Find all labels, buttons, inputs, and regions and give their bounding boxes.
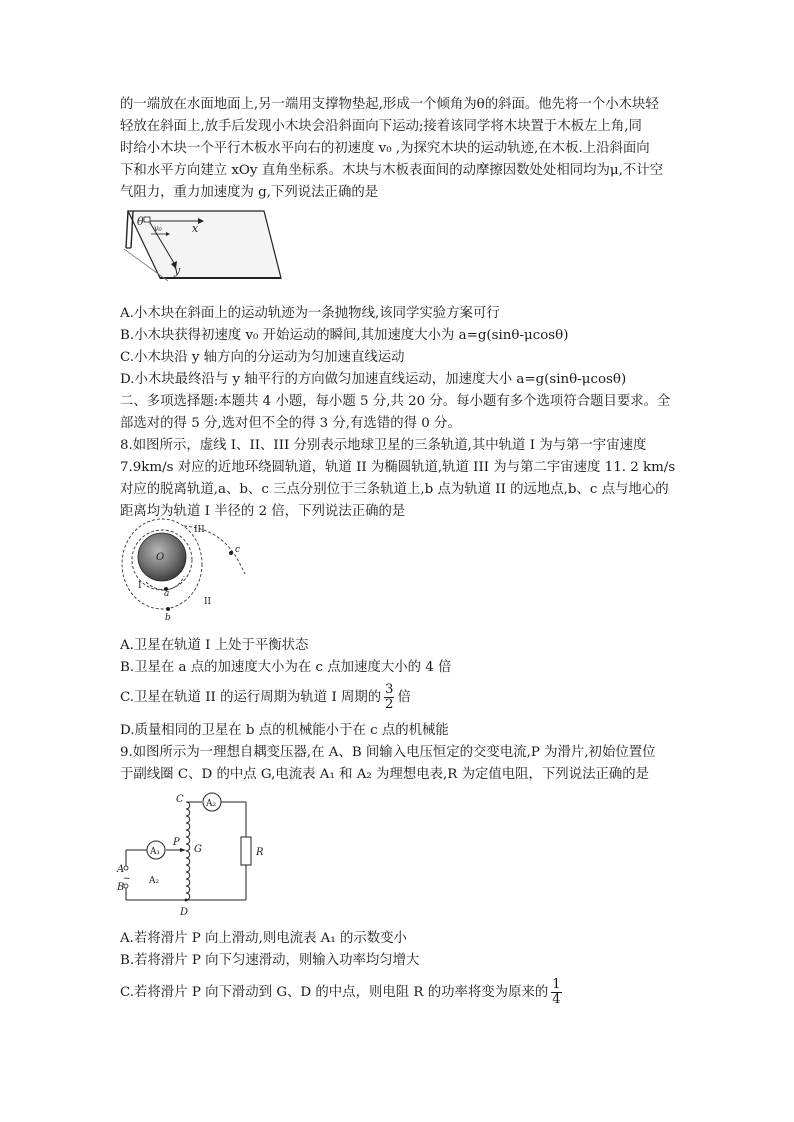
earth-center-label: O [156,552,165,563]
point-c [229,551,233,555]
transformer-circuit-figure [116,790,266,922]
q7-option-a: A.小木块在斜面上的运动轨迹为一条抛物线,该同学实验方案可行 [120,306,500,321]
q7-option-c: C.小木块沿 y 轴方向的分运动为匀加速直线运动 [120,350,405,365]
orbit-figure [118,522,248,630]
label-a: a [164,589,170,599]
terminal-c-label: C [176,794,184,805]
fraction-numerator: 3 [385,682,394,697]
q9-option-a: A.若将滑片 P 向上滑动,则电流表 A₁ 的示数变小 [120,931,407,946]
fraction-numerator: 1 [552,977,561,992]
label-II: II [204,597,212,607]
fraction-denominator: 4 [552,992,561,1007]
y-label: y [174,264,181,277]
resistor-label: R [256,847,264,858]
support-left [126,211,128,248]
q9-option-c [120,973,565,1013]
wood-block [144,217,150,222]
q9-option-c-text: C.若将滑片 P 向下滑动到 G、D 的中点，则电阻 R 的功率将变为原来的 [120,985,549,1000]
terminal-b [124,884,128,888]
label-b: b [165,613,171,623]
q7-intro-line-4: 下和水平方向建立 xOy 直角坐标系。木块与木板表面间的动摩擦因数处处相同均为μ,不计空 [120,163,664,178]
label-III: III [194,525,205,535]
midpoint-g-label: G [194,844,202,855]
theta-label: θ [137,215,144,228]
terminal-a [124,866,128,870]
a2-label: A₂ [149,876,160,886]
q9-stem-line-1: 9.如图所示为一理想自耦变压器,在 A、B 间输入电压恒定的交变电流,P 为滑片,初始位置位 [120,745,656,760]
fraction-three-halves [384,683,394,712]
section2-line-1: 二、多项选择题:本题共 4 小题，每小题 5 分,共 20 分。每小题有多个选项符合题目要求。全 [120,394,671,409]
label-c: c [235,545,241,555]
q8-option-c [120,678,411,718]
q8-option-b: B.卫星在 a 点的加速度大小为在 c 点加速度大小的 4 倍 [120,660,452,675]
q7-intro-line-1: 的一端放在水面地面上,另一端用支撑物垫起,形成一个倾角为θ的斜面。他先将一个小木块轻 [120,97,659,112]
q8-stem-line-3: 对应的脱离轨道,a、b、c 三点分别位于三条轨道上,b 点为轨道 II 的远地点,b、c 点与地心的 [120,482,669,497]
slider-p [180,848,186,852]
q8-option-a: A.卫星在轨道 I 上处于平衡状态 [120,638,309,653]
q7-intro-line-2: 轻放在斜面上,放手后发现小木块会沿斜面向下运动;接着该同学将木块置于木板左上角,同 [120,119,642,134]
q7-option-b: B.小木块获得初速度 v₀ 开始运动的瞬间,其加速度大小为 a=g(sinθ-μcosθ) [120,328,569,343]
q7-intro-line-5: 气阻力，重力加速度为 g,下列说法正确的是 [120,185,379,200]
fraction-one-quarter [551,978,561,1007]
q8-stem-line-1: 8.如图所示，虚线 I、II、III 分别表示地球卫星的三条轨道,其中轨道 I 为与第一宇宙速度 [120,438,647,453]
point-b [166,607,170,611]
q8-option-d: D.质量相同的卫星在 b 点的机械能小于在 c 点的机械能 [120,723,449,738]
v0-label: v₀ [154,224,162,233]
incline-board-figure [118,208,283,293]
q7-option-d: D.小木块最终沿与 y 轴平行的方向做匀加速直线运动，加速度大小 a=g(sinθ-μcosθ) [120,372,627,387]
ammeter-a1-label: A₁ [150,847,161,857]
q8-stem-line-2: 7.9km/s 对应的近地环绕圆轨道，轨道 II 为椭圆轨道,轨道 III 为与第二宇宙速度 11. 2 km/s [120,460,676,475]
q8-option-c-suffix: 倍 [397,690,411,705]
label-I: I [138,581,142,591]
transformer-coil [186,802,190,900]
q8-option-c-text: C.卫星在轨道 II 的运行周期为轨道 I 周期的 [120,690,382,705]
fraction-denominator: 2 [385,697,394,712]
slider-p-label: P [173,837,180,848]
resistor-r [241,837,251,865]
terminal-a-label: A [117,864,125,875]
q9-stem-line-2: 于副线圈 C、D 的中点 G,电流表 A₁ 和 A₂ 为理想电表,R 为定值电阻，下列说法正确的是 [120,767,650,782]
section2-line-2: 部选对的得 5 分,选对但不全的得 3 分,有选错的得 0 分。 [120,416,461,431]
q9-option-b: B.若将滑片 P 向下匀速滑动，则输入功率均匀增大 [120,953,420,968]
ammeter-a2-label: A₂ [206,799,217,809]
q8-stem-line-4: 距离均为轨道 I 半径的 2 倍，下列说法正确的是 [120,504,406,519]
ac-source-symbol: ~ [123,874,131,884]
q7-intro-line-3: 时给小木块一个平行木板水平向右的初速度 v₀ ,为探究木块的运动轨迹,在木板.上沿斜面向 [120,141,650,156]
terminal-b-label: B [117,882,125,893]
x-label: x [192,222,199,235]
terminal-d-label: D [180,907,189,918]
